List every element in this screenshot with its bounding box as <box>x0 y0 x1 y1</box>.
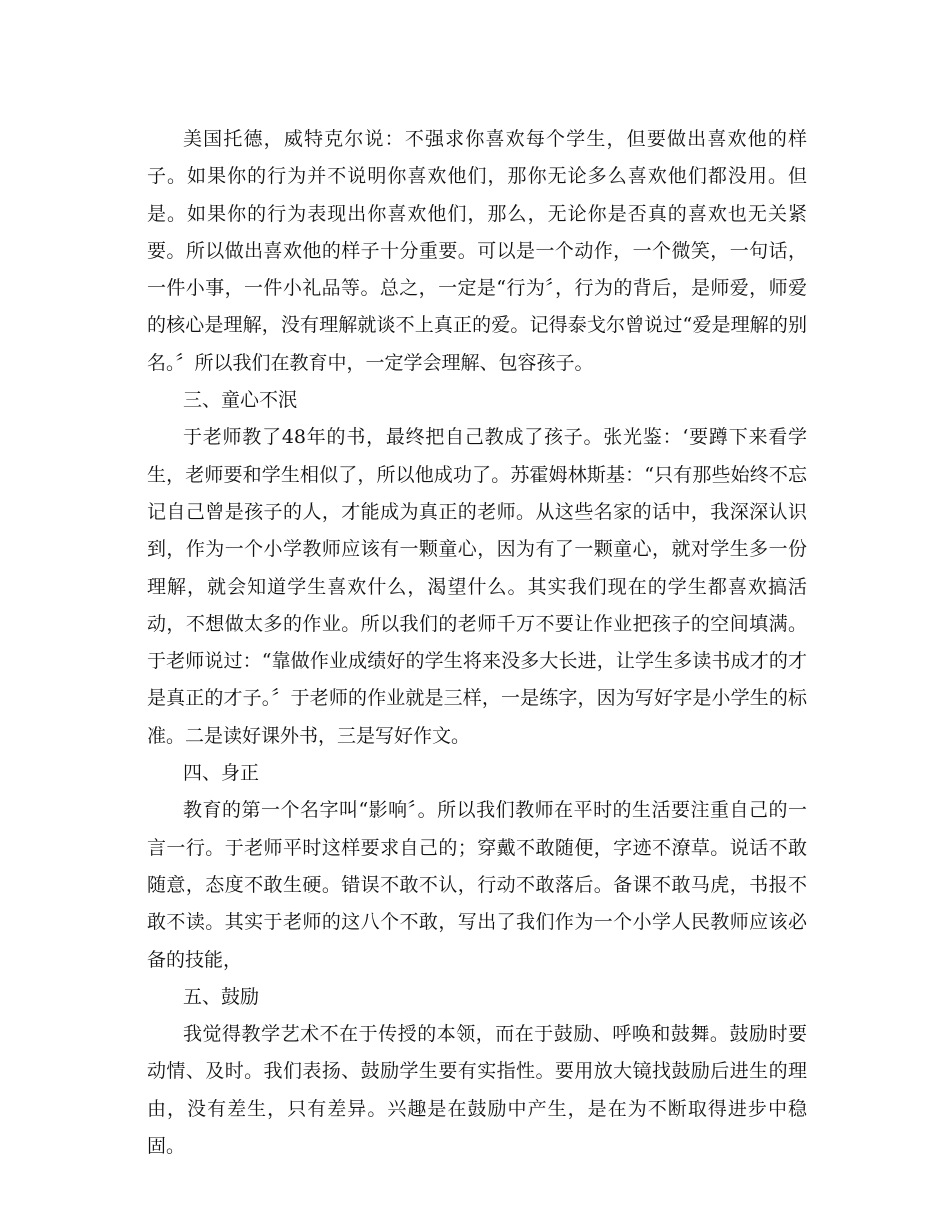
section-heading-upright: 四、身正 <box>183 762 260 785</box>
section-heading-childlike-heart: 三、童心不泯 <box>183 389 298 412</box>
paragraph-upright: 教育的第一个名字叫“影响〞。所以我们教师在平时的生活要注重自己的一言一行。于老师平时这样要求自己的；穿戴不敢随便，字迹不潦草。说话不敢随意，态度不敢生硬。错误不敢不认，行动不敢落后。备课不敢马虎，书报不敢不读。其实于老师的这八个不敢，写出了我们作为一个小学人民教师应该必备的技能， <box>147 799 807 971</box>
section-heading-encouragement: 五、鼓励 <box>183 985 260 1008</box>
paragraph-encouragement: 我觉得教学艺术不在于传授的本领，而在于鼓励、呼唤和鼓舞。鼓励时要动情、及时。我们表扬、鼓励学生要有实指性。要用放大镜找鼓励后进生的理由，没有差生，只有差异。兴趣是在鼓励中产生，是在为不断取得进步中稳固。 <box>147 1023 807 1158</box>
paragraph-childlike-heart: 于老师教了48年的书，最终把自己教成了孩子。张光鉴：‘要蹲下来看学生，老师要和学生相似了，所以他成功了。苏霍姆林斯基：“只有那些始终不忘记自己曾是孩子的人，才能成为真正的老师。从这些名家的话中，我深深认识到，作为一个小学教师应该有一颗童心，因为有了一颗童心，就对学生多一份理解，就会知道学生喜欢什么，渴望什么。其实我们现在的学生都喜欢搞活动，不想做太多的作业。所以我们的老师千万不要让作业把孩子的空间填满。于老师说过：“靠做作业成绩好的学生将来没多大长进，让学生多读书成才的才是真正的才子。〞于老师的作业就是三样，一是练字，因为写好字是小学生的标准。二是读好课外书，三是写好作文。 <box>147 426 807 747</box>
document-body <box>147 121 807 1165</box>
paragraph-affection: 美国托德，威特克尔说：不强求你喜欢每个学生，但要做出喜欢他的样子。如果你的行为并不说明你喜欢他们，那你无论多么喜欢他们都没用。但是。如果你的行为表现出你喜欢他们，那么，无论你是否真的喜欢也无关紧要。所以做出喜欢他的样子十分重要。可以是一个动作，一个微笑，一句话，一件小事，一件小礼品等。总之，一定是“行为〞，行为的背后，是师爱，师爱的核心是理解，没有理解就谈不上真正的爱。记得泰戈尔曾说过“爱是理解的别名。〞所以我们在教育中，一定学会理解、包容孩子。 <box>147 128 807 374</box>
